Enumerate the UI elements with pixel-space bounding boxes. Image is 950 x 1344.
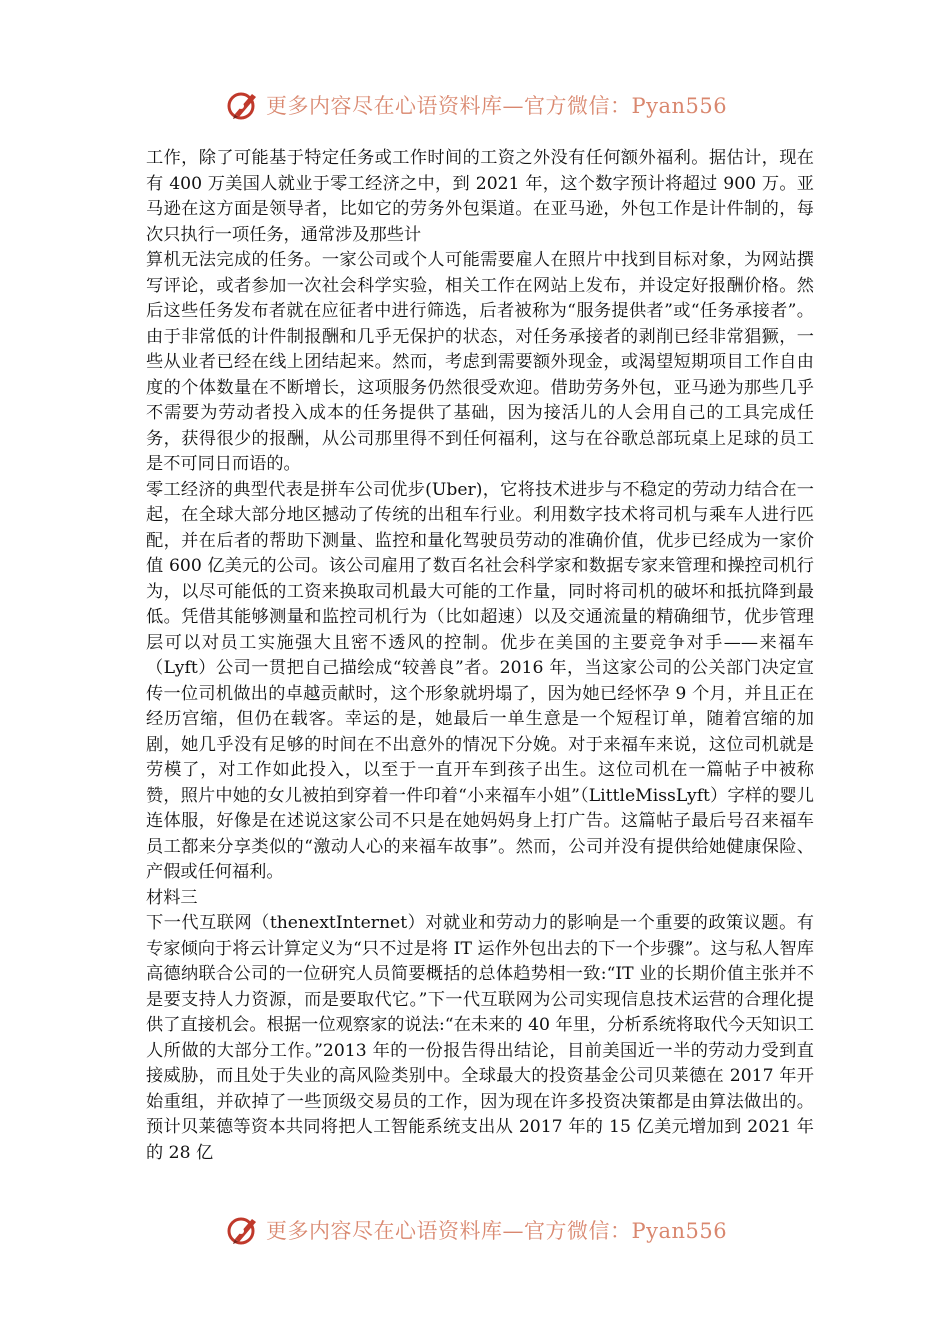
paragraph: 工作，除了可能基于特定任务或工作时间的工资之外没有任何额外福利。据估计，现在有 400 万美国人就业于零工经济之中，到 2021 年，这个数字预计将超过 900 万。亚马逊在这方面是领导者，比如它的劳务外包渠道。在亚马逊，外包工作是计件制的，每次只执行一项任务，通常涉及那些计 <box>146 148 814 245</box>
pen-logo-icon <box>226 88 260 122</box>
header-banner <box>226 86 746 124</box>
section-heading: 材料三 <box>146 887 198 908</box>
banner-text: 更多内容尽在心语资料库—官方微信：Pyan556 <box>266 1219 728 1243</box>
footer-banner <box>226 1211 746 1249</box>
pen-logo-icon <box>226 1213 260 1247</box>
article-body <box>146 146 814 1166</box>
paragraph: 算机无法完成的任务。一家公司或个人可能需要雇人在照片中找到目标对象，为网站撰写评论，或者参加一次社会科学实验，相关工作在网站上发布，并设定好报酬价格。然后这些任务发布者就在应征者中进行筛选，后者被称为“服务提供者”或“任务承接者”。由于非常低的计件制报酬和几乎无保护的状态，对任务承接者的剥削已经非常猖獗，一些从业者已经在线上团结起来。然而，考虑到需要额外现金，或渴望短期项目工作自由度的个体数量在不断增长，这项服务仍然很受欢迎。借助劳务外包，亚马逊为那些几乎不需要为劳动者投入成本的任务提供了基础，因为接活儿的人会用自己的工具完成任务，获得很少的报酬，从公司那里得不到任何福利，这与在谷歌总部玩桌上足球的员工是不可同日而语的。 <box>146 250 814 474</box>
paragraph: 下一代互联网（thenextInternet）对就业和劳动力的影响是一个重要的政策议题。有专家倾向于将云计算定义为“只不过是将 IT 运作外包出去的下一个步骤”。这与私人智库高德纳联合公司的一位研究人员简要概括的总体趋势相一致:“IT 业的长期价值主张并不是要支持人力资源，而是要取代它。”下一代互联网为公司实现信息技术运营的合理化提供了直接机会。根据一位观察家的说法:“在未来的 40 年里，分析系统将取代今天知识工人所做的大部分工作。”2013 年的一份报告得出结论，目前美国近一半的劳动力受到直接威胁，而且处于失业的高风险类别中。全球最大的投资基金公司贝莱德在 2017 年开始重组，并砍掉了一些顶级交易员的工作，因为现在许多投资决策都是由算法做出的。预计贝莱德等资本共同将把人工智能系统支出从 2017 年的 15 亿美元增加到 2021 年的 28 亿 <box>146 913 814 1163</box>
paragraph: 零工经济的典型代表是拼车公司优步(Uber)，它将技术进步与不稳定的劳动力结合在一起，在全球大部分地区撼动了传统的出租车行业。利用数字技术将司机与乘车人进行匹配，并在后者的帮助下测量、监控和量化驾驶员劳动的准确价值，优步已经成为一家价值 600 亿美元的公司。该公司雇用了数百名社会科学家和数据专家来管理和操控司机行为，以尽可能低的工资来换取司机最大可能的工作量，同时将司机的破坏和抵抗降到最低。凭借其能够测量和监控司机行为（比如超速）以及交通流量的精确细节，优步管理层可以对员工实施强大且密不透风的控制。优步在美国的主要竞争对手——来福车（Lyft）公司一贯把自己描绘成“较善良”者。2016 年，当这家公司的公关部门决定宣传一位司机做出的卓越贡献时，这个形象就坍塌了，因为她已经怀孕 9 个月，并且正在经历宫缩，但仍在载客。幸运的是，她最后一单生意是一个短程订单，随着宫缩的加剧，她几乎没有足够的时间在不出意外的情况下分娩。对于来福车来说，这位司机就是劳模了，对工作如此投入，以至于一直开车到孩子出生。这位司机在一篇帖子中被称赞，照片中她的女儿被拍到穿着一件印着“小来福车小姐”（LittleMissLyft）字样的婴儿连体服，好像是在述说这家公司不只是在她妈妈身上打广告。这篇帖子最后号召来福车员工都来分享类似的“激动人心的来福车故事”。然而，公司并没有提供给她健康保险、产假或任何福利。 <box>146 479 814 882</box>
banner-text: 更多内容尽在心语资料库—官方微信：Pyan556 <box>266 94 728 118</box>
